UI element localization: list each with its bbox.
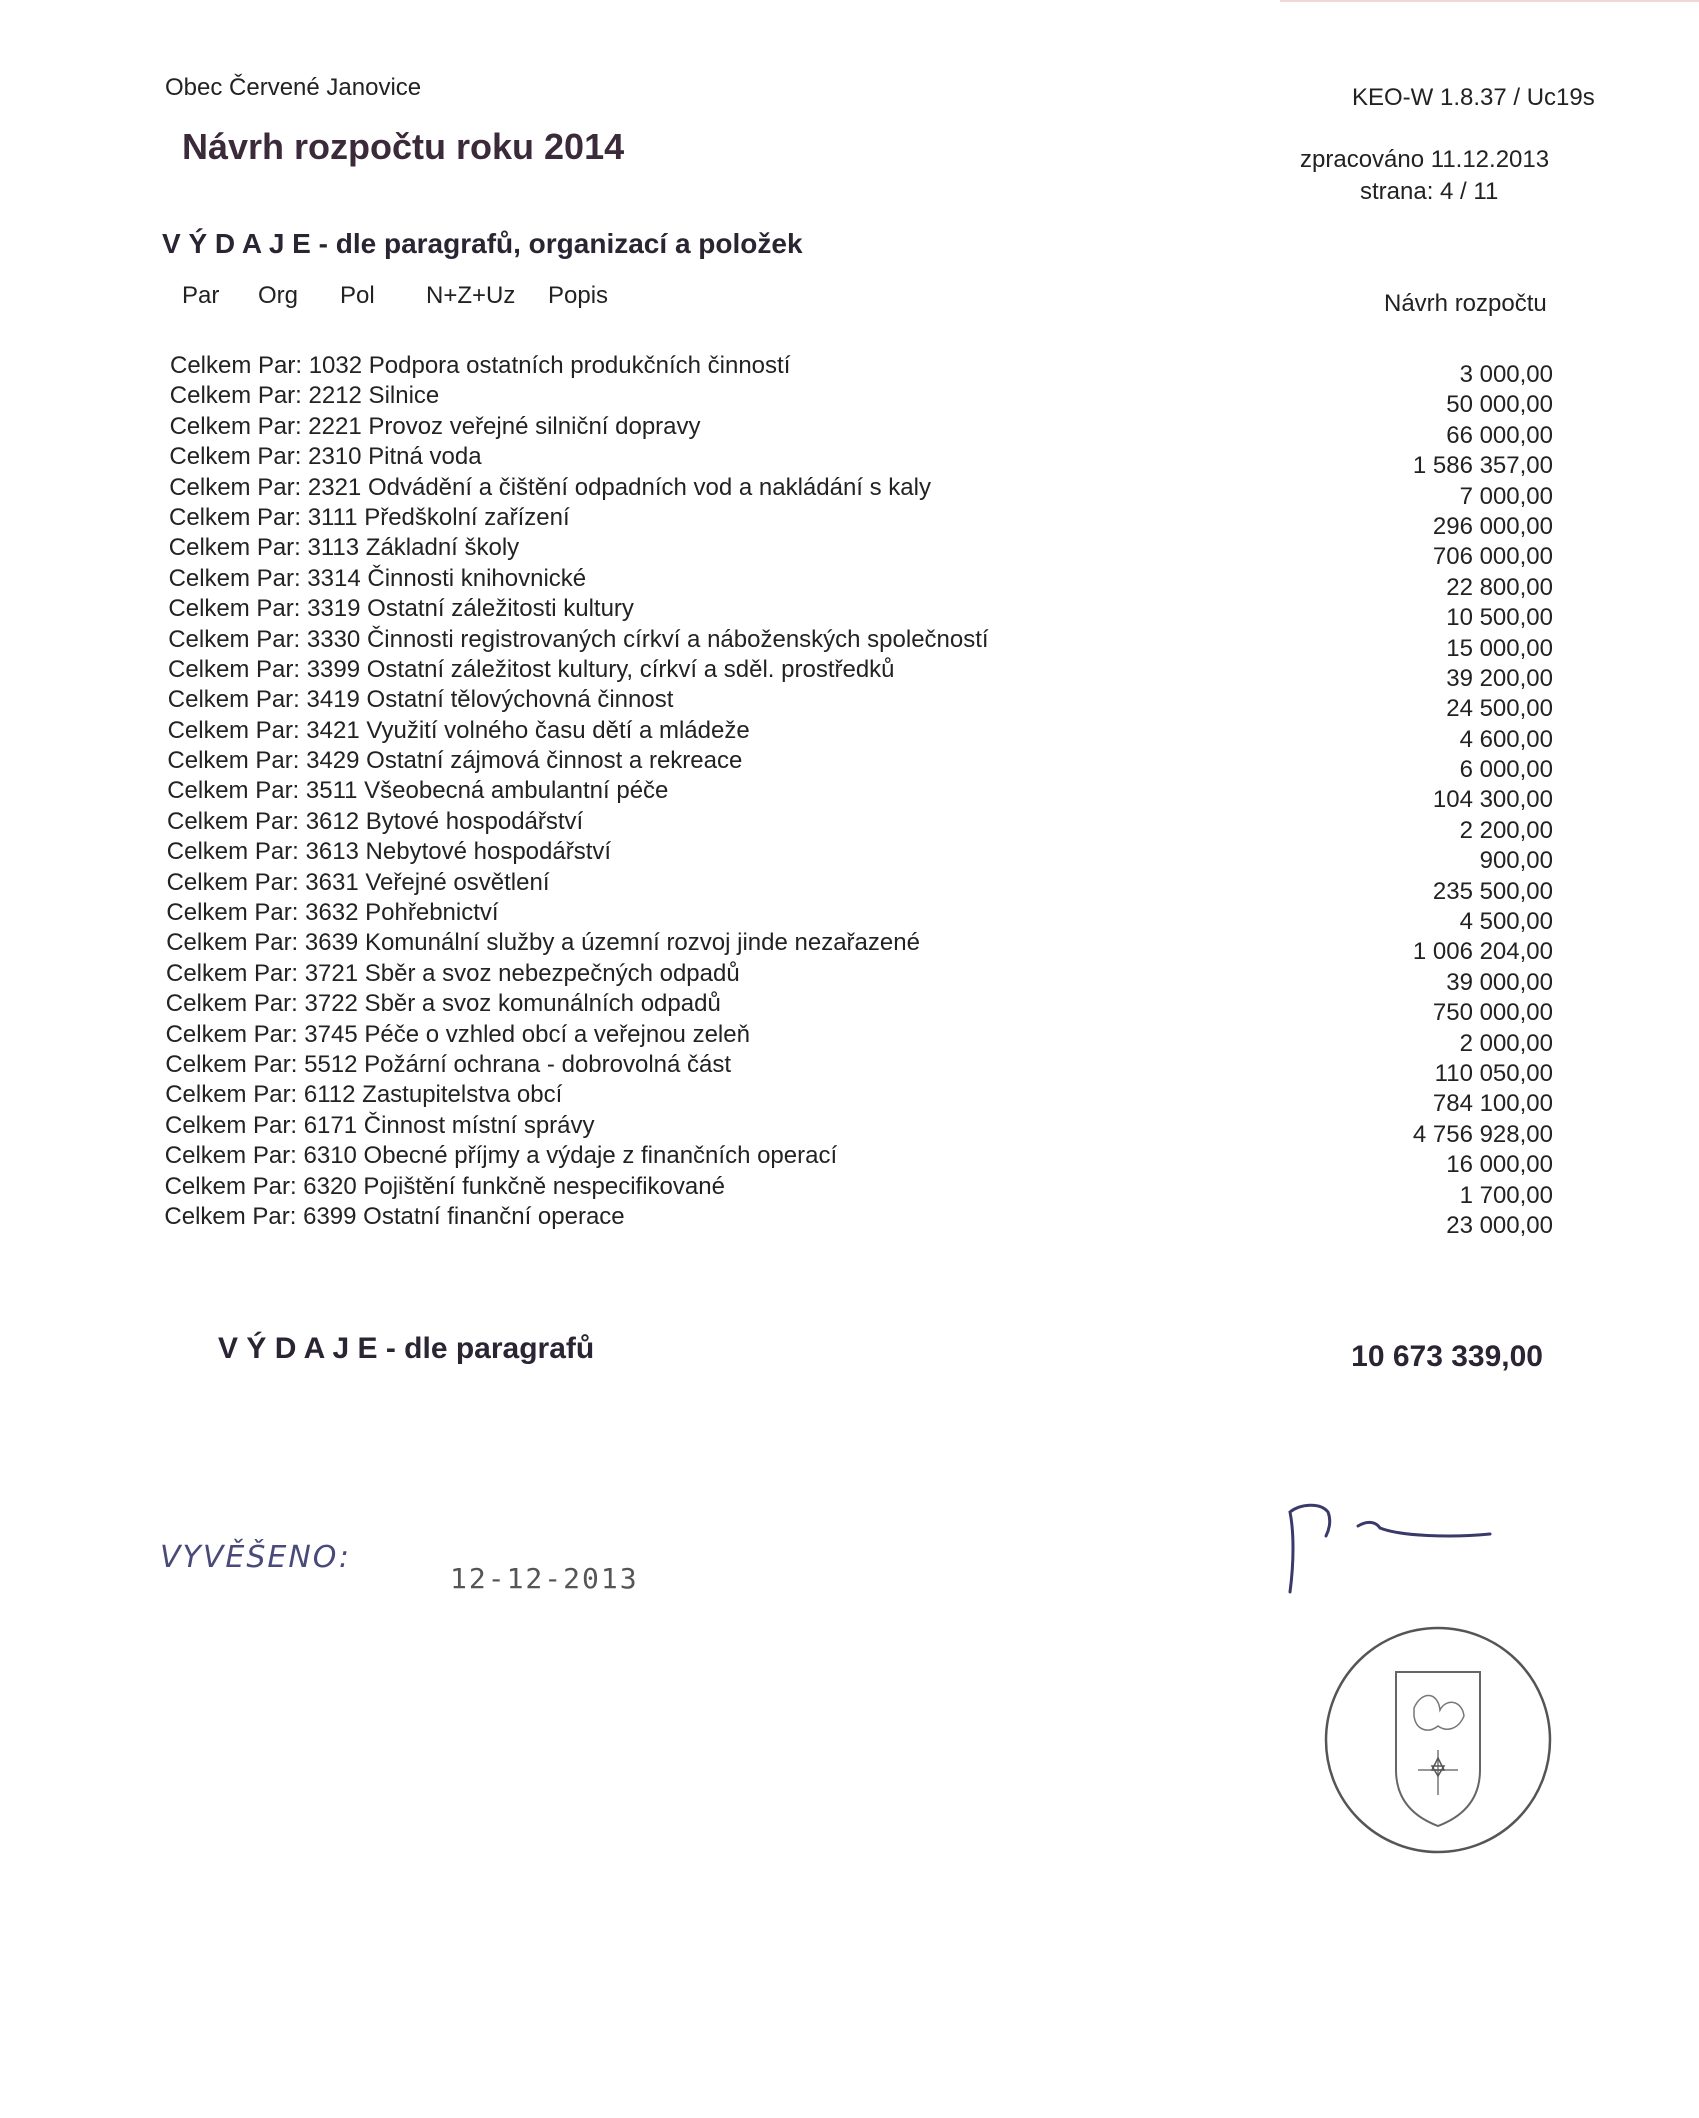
processed-date: zpracováno 11.12.2013 [1300, 146, 1550, 173]
table-row [0, 503, 1699, 540]
row-amount: 104 300,00 [1432, 786, 1553, 814]
table-row [0, 1142, 1699, 1179]
row-label: Celkem Par: 1032 Podpora ostatních produkčních činností [170, 352, 791, 379]
row-label: Celkem Par: 3111 Předškolní zařízení [169, 503, 570, 531]
row-amount: 750 000,00 [1432, 999, 1553, 1027]
row-label: Celkem Par: 6320 Pojištění funkčně nespecifikované [164, 1172, 725, 1200]
row-label: Celkem Par: 3612 Bytové hospodářství [167, 807, 584, 835]
row-label: Celkem Par: 3419 Ostatní tělovýchovná činnost [167, 686, 674, 714]
table-row [0, 686, 1699, 723]
table-row [0, 443, 1699, 480]
table-row [0, 868, 1699, 905]
posted-notice [160, 1540, 660, 1630]
row-label: Celkem Par: 3421 Využití volného času dětí a mládeže [167, 716, 750, 744]
row-label: Celkem Par: 2221 Provoz veřejné silniční dopravy [169, 412, 701, 440]
table-row [0, 473, 1699, 510]
table-row [0, 716, 1699, 753]
row-amount: 10 500,00 [1446, 604, 1553, 632]
column-header-pol: Pol [340, 282, 375, 309]
total-label: V Ý D A J E - dle paragrafů [218, 1332, 595, 1365]
table-row [0, 1050, 1699, 1087]
row-label: Celkem Par: 2310 Pitná voda [169, 443, 482, 471]
row-label: Celkem Par: 3511 Všeobecná ambulantní péče [167, 777, 669, 805]
row-label: Celkem Par: 2321 Odvádění a čištění odpadních vod a nakládání s kaly [169, 473, 931, 501]
row-amount: 66 000,00 [1446, 421, 1553, 449]
column-header-org: Org [258, 282, 299, 309]
row-amount: 110 050,00 [1434, 1059, 1553, 1087]
column-headers [0, 282, 1699, 322]
table-row [0, 625, 1699, 662]
total-value: 10 673 339,00 [1351, 1340, 1543, 1373]
posted-handwriting: VYVĚŠENO: [160, 1540, 352, 1575]
row-amount: 7 000,00 [1459, 482, 1553, 510]
row-amount: 235 500,00 [1432, 877, 1553, 905]
table-row [0, 747, 1699, 784]
row-label: Celkem Par: 2212 Silnice [169, 382, 440, 410]
row-amount: 2 000,00 [1459, 1029, 1553, 1057]
row-label: Celkem Par: 3721 Sběr a svoz nebezpečných odpadů [166, 959, 740, 987]
row-label: Celkem Par: 3722 Sběr a svoz komunálních odpadů [165, 990, 721, 1018]
municipal-stamp [1318, 1620, 1558, 1860]
scan-edge-line [1280, 0, 1699, 2]
row-label: Celkem Par: 3330 Činnosti registrovaných církví a náboženských společností [168, 625, 989, 653]
section-heading: V Ý D A J E - dle paragrafů, organizací a položek [162, 228, 803, 259]
column-header-budget: Návrh rozpočtu [1384, 290, 1547, 317]
row-amount: 6 000,00 [1459, 756, 1553, 784]
table-row [0, 564, 1699, 601]
row-amount: 706 000,00 [1432, 543, 1553, 571]
row-label: Celkem Par: 5512 Požární ochrana - dobrovolná část [165, 1050, 732, 1078]
row-label: Celkem Par: 6399 Ostatní finanční operace [164, 1202, 625, 1230]
row-amount: 4 500,00 [1459, 908, 1553, 936]
page-title: Návrh rozpočtu roku 2014 [182, 126, 625, 167]
page-number: strana: 4 / 11 [1360, 178, 1499, 205]
table-row [0, 1172, 1699, 1209]
row-amount: 1 006 204,00 [1412, 938, 1553, 966]
table-row [0, 534, 1699, 571]
table-row [0, 1081, 1699, 1118]
row-amount: 23 000,00 [1446, 1211, 1553, 1239]
row-label: Celkem Par: 3613 Nebytové hospodářství [166, 838, 612, 866]
table-row [0, 990, 1699, 1027]
row-amount: 24 500,00 [1446, 695, 1553, 723]
row-amount: 4 600,00 [1459, 725, 1553, 753]
table-row [0, 838, 1699, 875]
budget-rows [0, 352, 1699, 1239]
row-amount: 3 000,00 [1459, 361, 1553, 388]
row-amount: 296 000,00 [1432, 512, 1553, 540]
row-amount: 900,00 [1479, 847, 1553, 875]
table-row [0, 929, 1699, 966]
row-label: Celkem Par: 3399 Ostatní záležitost kultury, církví a sděl. prostředků [168, 655, 895, 683]
table-row [0, 899, 1699, 936]
row-label: Celkem Par: 6171 Činnost místní správy [165, 1111, 595, 1139]
table-row [0, 655, 1699, 692]
row-label: Celkem Par: 3314 Činnosti knihovnické [168, 564, 587, 592]
row-amount: 1 586 357,00 [1412, 452, 1553, 480]
row-label: Celkem Par: 3745 Péče o vzhled obcí a veřejnou zeleň [165, 1020, 750, 1048]
row-label: Celkem Par: 3632 Pohřebnictví [166, 899, 499, 927]
row-amount: 4 756 928,00 [1412, 1120, 1553, 1148]
row-amount: 15 000,00 [1446, 634, 1553, 662]
column-header-popis: Popis [548, 282, 609, 309]
row-amount: 784 100,00 [1432, 1090, 1553, 1118]
table-row [0, 352, 1699, 388]
table-row [0, 807, 1699, 844]
row-label: Celkem Par: 3319 Ostatní záležitosti kultury [168, 595, 634, 623]
row-amount: 50 000,00 [1446, 391, 1553, 419]
row-label: Celkem Par: 6310 Obecné příjmy a výdaje z finančních operací [164, 1142, 838, 1170]
table-row [0, 595, 1699, 632]
row-label: Celkem Par: 3639 Komunální služby a územní rozvoj jinde nezařazené [166, 929, 920, 957]
row-label: Celkem Par: 6112 Zastupitelstva obcí [165, 1081, 563, 1109]
column-header-nzu: N+Z+Uz [426, 282, 516, 309]
row-amount: 1 700,00 [1459, 1181, 1553, 1209]
row-label: Celkem Par: 3113 Základní školy [168, 534, 520, 562]
column-header-par: Par [182, 282, 220, 309]
table-row [0, 1111, 1699, 1148]
table-row [0, 777, 1699, 814]
table-row [0, 1020, 1699, 1057]
row-amount: 16 000,00 [1446, 1151, 1553, 1179]
table-row [0, 382, 1699, 419]
row-label: Celkem Par: 3429 Ostatní zájmová činnost a rekreace [167, 747, 743, 775]
table-row [0, 1202, 1699, 1239]
row-amount: 2 200,00 [1459, 816, 1553, 844]
table-row [0, 412, 1699, 449]
table-row [0, 959, 1699, 996]
system-code: KEO-W 1.8.37 / Uc19s [1352, 84, 1595, 111]
row-amount: 22 800,00 [1446, 573, 1553, 601]
row-label: Celkem Par: 3631 Veřejné osvětlení [166, 868, 550, 896]
signature [1260, 1492, 1500, 1602]
municipality-name: Obec Červené Janovice [165, 74, 422, 101]
posted-date-stamp: 12-12-2013 [450, 1562, 639, 1595]
row-amount: 39 200,00 [1446, 664, 1553, 692]
row-amount: 39 000,00 [1446, 968, 1553, 996]
